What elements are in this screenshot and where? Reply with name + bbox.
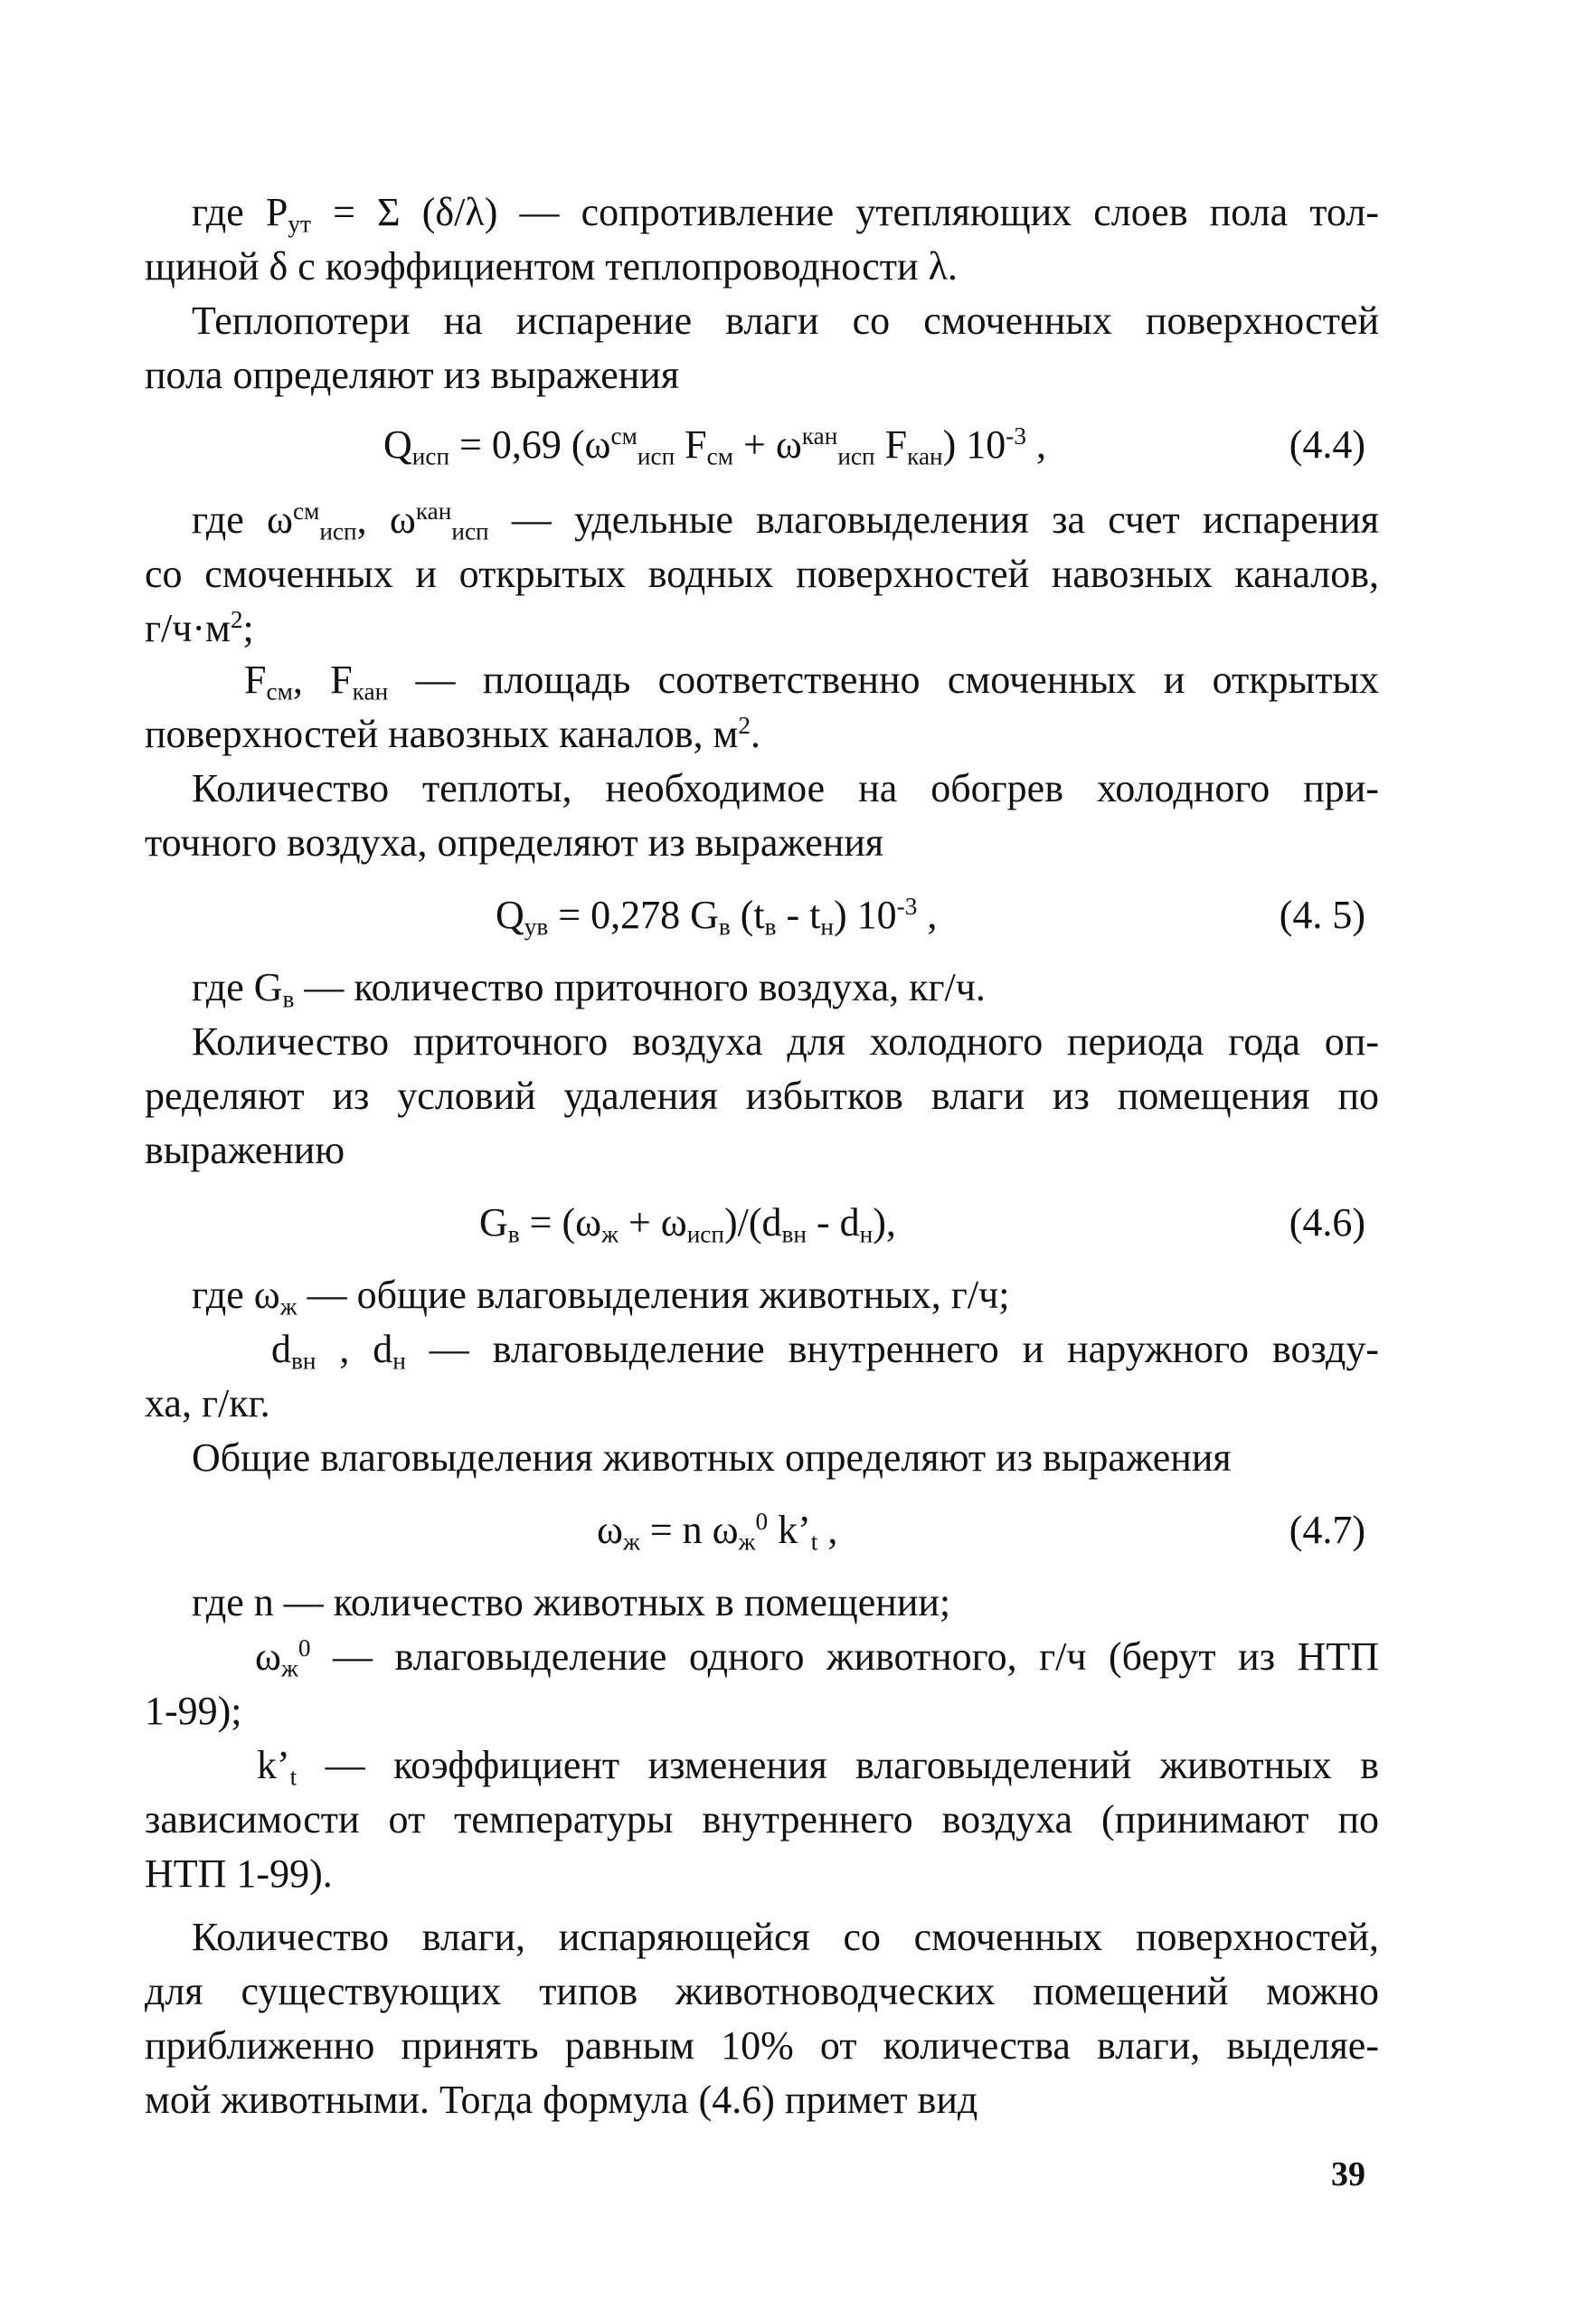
text-line: ха, г/кг. <box>145 1381 270 1425</box>
text-line: со смоченных и открытых водных поверхностей навозных каналов, <box>145 552 1379 596</box>
text-line: приближенно принять равным 10% от количества влаги, выделяе- <box>145 2023 1379 2068</box>
text-line: НТП 1-99). <box>145 1851 333 1896</box>
text-line: пола определяют из выражения <box>145 353 680 397</box>
text-line: выражению <box>145 1128 345 1172</box>
text-line: $F_{см}$, $F_{кан}$ — площадь соответственно смоченных и открытых <box>244 658 1379 705</box>
text-line: ределяют из условий удаления избытков влаги из помещения по <box>145 1074 1379 1118</box>
equation-4-6: $G_в = (\omega_ж + \omega_{исп})/(d_{вн} - d_н)$, <box>479 1200 896 1248</box>
equation-4-4: $Q_{исп} = 0,69$ ($\omega^{см}_{исп}$ $F_{см} + \omega^{кан}_{исп}$ $F_{кан}$) $10^{-3}$ , <box>383 422 1047 470</box>
equation-number: (4.4) <box>1289 422 1365 467</box>
text-line: поверхностей навозных каналов, $м^2$. <box>145 712 761 756</box>
text-line: где n — количество животных в помещении; <box>192 1580 951 1624</box>
equation-4-5: $Q_{ув} = 0,278$ $G_в$ $(t_в - t_н)$ $10^{-3}$ , <box>496 893 938 941</box>
text-line: где $\omega^{см}_{исп}$, $\omega^{кан}_{исп}$ — удельные влаговыделения за счет испарения <box>192 497 1379 545</box>
text-line: Общие влаговыделения животных определяют из выражения <box>192 1435 1232 1480</box>
equation-number: (4.6) <box>1289 1200 1365 1245</box>
text-line: $г/ч\cdot м^2$; <box>145 606 254 650</box>
text-line: для существующих типов животноводческих помещений можно <box>145 1969 1379 2013</box>
text-line: где $G_в$ — количество приточного воздуха, кг/ч. <box>192 965 986 1013</box>
text-line: Теплопотери на испарение влаги со смоченных поверхностей <box>192 298 1379 343</box>
equation-number: (4.7) <box>1289 1508 1365 1552</box>
text-line: щиной δ с коэффициентом теплопроводности λ. <box>145 244 958 289</box>
text-line: где $P_{ут} = \Sigma$ (δ/λ) — сопротивление утепляющих слоев пола тол- <box>192 190 1379 238</box>
text-line: мой животными. Тогда формула (4.6) примет вид <box>145 2078 978 2122</box>
text-line: $k’_t$ — коэффициент изменения влаговыделений животных в <box>257 1743 1379 1791</box>
equation-number: (4. 5) <box>1279 893 1365 937</box>
text-line: $d_{вн}$ , $d_н$ — влаговыделение внутреннего и наружного возду- <box>271 1327 1379 1375</box>
text-line: Количество теплоты, необходимое на обогрев холодного при- <box>192 766 1379 810</box>
page-number: 39 <box>1331 2155 1365 2193</box>
text-line: Количество влаги, испаряющейся со смоченных поверхностей, <box>192 1915 1379 1959</box>
text-line: Количество приточного воздуха для холодного периода года оп- <box>192 1019 1379 1064</box>
text-line: точного воздуха, определяют из выражения <box>145 820 884 865</box>
text-line: 1-99); <box>145 1689 242 1733</box>
text-line: зависимости от температуры внутреннего воздуха (принимают по <box>145 1797 1379 1842</box>
text-line: где $\omega_ж$ — общие влаговыделения животных, г/ч; <box>192 1273 1010 1321</box>
text-line: $\omega_ж^0$ — влаговыделение одного животного, г/ч (берут из НТП <box>255 1634 1379 1682</box>
equation-4-7: $\omega_ж = n$ $\omega_ж^0$ $k’_t$ , <box>597 1508 838 1556</box>
